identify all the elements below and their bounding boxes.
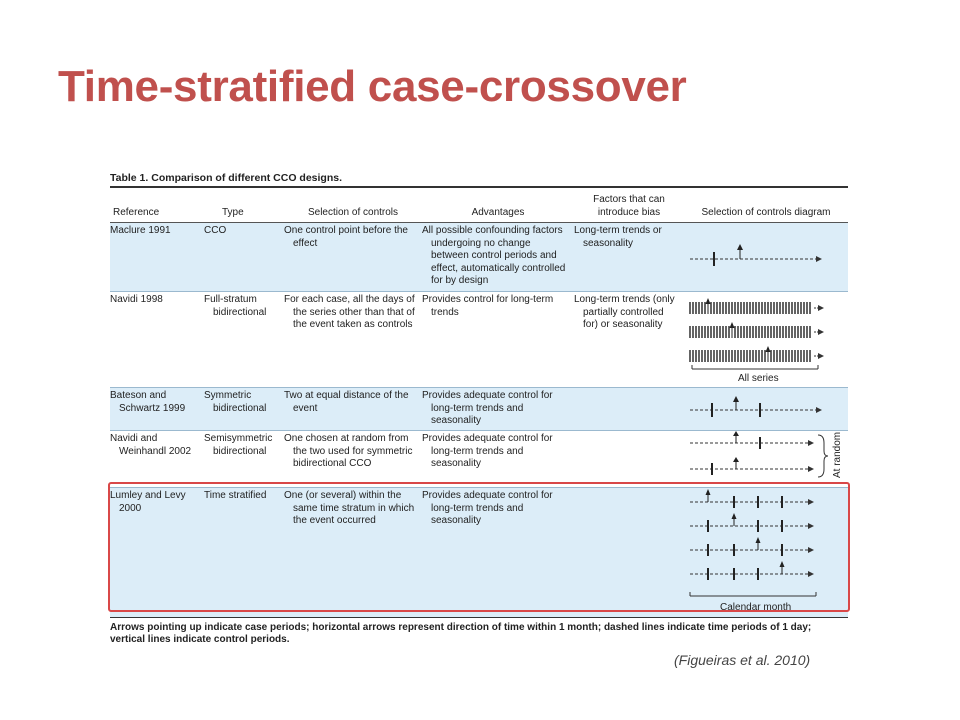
table-row (110, 430, 848, 487)
highlight-box (108, 482, 850, 612)
row-type: Time stratified (204, 490, 267, 501)
header-type: Type (222, 206, 244, 218)
row-type: CCO (204, 225, 227, 236)
header-reference: Reference (113, 206, 160, 218)
table-row (110, 387, 848, 430)
semisymmetric-diagram (684, 431, 848, 488)
row-reference: Bateson and Schwartz 1999 (110, 390, 186, 414)
table-footnote: Arrows pointing up indicate case periods; horizontal arrows represent direction of time within 1 month; dashed lines indicate time periods of 1 day; vertical lines indicate control periods. (110, 622, 812, 645)
row-advantages: Provides control for long-term trends (422, 294, 554, 318)
row-reference: Lumley and Levy 2000 (110, 490, 186, 514)
table-caption-number: Table 1. (110, 172, 149, 184)
all-series-label: All series (738, 373, 779, 384)
row-advantages: Provides adequate control for long-term trends and seasonality (422, 490, 553, 526)
row-selection: One (or several) within the same time stratum in which the event occurred (284, 490, 415, 526)
row-bias: Long-term trends (only partially controlled for) or seasonality (574, 294, 675, 330)
table-row (110, 223, 848, 291)
header-bias-line1: Factors that can (593, 194, 665, 205)
row-diagram (684, 223, 848, 291)
row-reference: Navidi 1998 (110, 294, 163, 305)
row-type: Semisymmetric bidirectional (204, 433, 273, 457)
row-selection: One control point before the effect (284, 225, 408, 249)
cco-diagram (684, 223, 848, 291)
header-advantages: Advantages (471, 206, 525, 218)
row-selection: One chosen at random from the two used for symmetric bidirectional CCO (284, 433, 413, 469)
at-random-label: At random (832, 431, 843, 478)
row-diagram (684, 388, 848, 430)
citation: (Figueiras et al. 2010) (674, 652, 811, 668)
row-type: Symmetric bidirectional (204, 390, 267, 414)
row-reference: Navidi and Weinhandl 2002 (110, 433, 192, 457)
full-stratum-diagram (684, 292, 848, 388)
row-bias (574, 388, 684, 430)
row-bias: Long-term trends or seasonality (574, 225, 662, 249)
header-bias (574, 192, 684, 222)
row-diagram (684, 431, 848, 487)
row-advantages: Provides adequate control for long-term trends and seasonality (422, 433, 553, 469)
full-stratum-series (690, 298, 824, 362)
table-caption-text: Comparison of different CCO designs. (151, 172, 343, 184)
row-type: Full-stratum bidirectional (204, 294, 267, 318)
header-selection: Selection of controls (307, 206, 399, 218)
row-advantages: All possible confounding factors undergoing no change between control periods and effect, automatically controlled for by design (422, 225, 566, 286)
slide-title: Time-stratified case-crossover (58, 62, 687, 111)
row-selection: Two at equal distance of the event (284, 390, 409, 414)
table-header-row (110, 188, 848, 222)
header-diagram: Selection of controls diagram (701, 206, 831, 218)
row-bias (574, 431, 684, 487)
table-caption (110, 170, 848, 186)
header-bias-line2: introduce bias (597, 206, 661, 218)
row-advantages: Provides adequate control for long-term trends and seasonality (422, 390, 553, 426)
row-selection: For each case, all the days of the series other than that of the event taken as controls (284, 294, 415, 330)
row-diagram (684, 292, 848, 387)
calendar-month-label: Calendar month (720, 602, 792, 613)
table-row (110, 291, 848, 387)
row-reference: Maclure 1991 (110, 225, 171, 236)
symmetric-diagram (684, 388, 848, 431)
